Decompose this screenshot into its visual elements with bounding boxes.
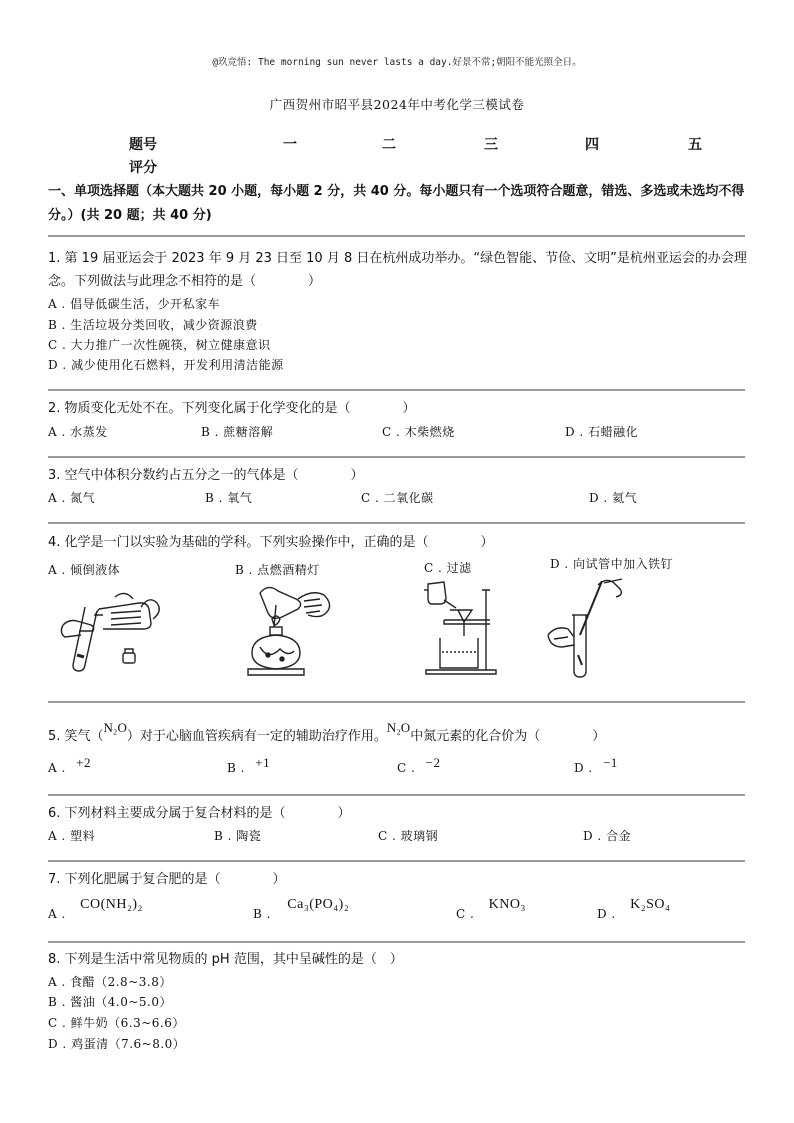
- question-3-option-b[interactable]: B . 氧气: [205, 491, 253, 505]
- question-7-option-c-label: C .: [456, 907, 475, 921]
- question-8-stem: 8. 下列是生活中常见物质的 pH 范围，其中呈碱性的是（ ）: [48, 952, 403, 967]
- score-col-2: 二: [382, 137, 396, 153]
- question-6-option-c[interactable]: C . 玻璃钢: [378, 829, 439, 843]
- section-heading: 一、单项选择题（本大题共 20 小题，每小题 2 分，共 40 分。每小题只有一个选项符合题意，错选、多选或未选均不得分。）(共 20 题；共 40 分): [48, 184, 745, 223]
- question-5-option-c-label: C .: [397, 761, 416, 775]
- question-5-option-c[interactable]: [397, 755, 441, 776]
- question-3-option-c[interactable]: C . 二氧化碳: [361, 491, 434, 505]
- score-col-3: 三: [484, 137, 498, 153]
- question-5-option-b[interactable]: [227, 755, 271, 776]
- score-row-label: 评分: [129, 160, 157, 176]
- question-5-stem-post: 中氮元素的化合价为（ ）: [410, 729, 606, 744]
- question-4-option-c[interactable]: C . 过滤: [424, 561, 472, 575]
- question-7-option-c[interactable]: [456, 897, 526, 923]
- watermark: @玖竞悟: The morning sun never lasts a day.好景不常;朝阳不能光照全日。: [212, 57, 582, 68]
- question-2-option-a[interactable]: A . 水蒸发: [48, 425, 108, 439]
- filtration-figure: [420, 578, 500, 678]
- question-6-stem: 6. 下列材料主要成分属于复合材料的是（ ）: [48, 806, 351, 821]
- separator: [48, 701, 745, 703]
- question-2-option-d[interactable]: D . 石蜡融化: [565, 425, 639, 439]
- question-7-option-b-label: B .: [253, 907, 271, 921]
- question-5-option-a[interactable]: [48, 755, 91, 776]
- separator: [48, 389, 745, 391]
- question-1-option-d[interactable]: D . 减少使用化石燃料，开发利用清洁能源: [48, 358, 284, 372]
- question-6-option-d[interactable]: D . 合金: [583, 829, 632, 843]
- question-4-stem: 4. 化学是一门以实验为基础的学科。下列实验操作中，正确的是（ ）: [48, 535, 494, 550]
- question-5-option-b-value: +1: [255, 755, 271, 770]
- question-2-option-c[interactable]: C . 木柴燃烧: [382, 425, 455, 439]
- question-5-formula-n2o: N₂O: [103, 720, 127, 735]
- separator: [48, 522, 745, 524]
- separator: [48, 456, 745, 458]
- question-8-option-c[interactable]: C . 鲜牛奶（6.3~6.6）: [48, 1016, 185, 1030]
- question-6-option-b[interactable]: B . 陶瓷: [214, 829, 262, 843]
- question-5-option-a-value: +2: [76, 755, 91, 770]
- question-8-option-b[interactable]: B . 酱油（4.0~5.0）: [48, 995, 172, 1009]
- question-7-option-b[interactable]: [253, 897, 350, 923]
- lighting-alcohol-lamp-figure: [238, 583, 338, 681]
- question-2-option-b[interactable]: B . 蔗糖溶解: [201, 425, 274, 439]
- question-7-option-a-formula: CO(NH₂)₂: [80, 897, 143, 912]
- separator: [48, 860, 745, 862]
- question-7-option-c-formula: KNO₃: [488, 897, 526, 912]
- question-5-option-a-label: A .: [48, 761, 66, 775]
- question-7-option-d-formula: K₂SO₄: [630, 897, 671, 912]
- question-7-option-a-label: A .: [48, 907, 66, 921]
- separator: [48, 941, 745, 943]
- question-1-stem: 1. 第 19 届亚运会于 2023 年 9 月 23 日至 10 月 8 日在杭州成功举办。“绿色智能、节俭、文明”是杭州亚运会的办会理念。下列做法与此理念不相符的是（ ）: [48, 251, 747, 289]
- question-5-option-d-label: D .: [574, 761, 593, 775]
- score-col-1: 一: [283, 137, 297, 153]
- question-2-stem: 2. 物质变化无处不在。下列变化属于化学变化的是（ ）: [48, 401, 416, 416]
- score-table-header: [0, 134, 794, 154]
- question-4-option-a[interactable]: A . 倾倒液体: [48, 563, 121, 577]
- score-col-5: 五: [688, 137, 702, 153]
- question-5-stem: [48, 720, 748, 748]
- question-5-option-c-value: −2: [425, 755, 441, 770]
- question-7-stem: 7. 下列化肥属于复合肥的是（ ）: [48, 872, 286, 887]
- question-8-option-d[interactable]: D . 鸡蛋清（7.6~8.0）: [48, 1037, 186, 1051]
- question-5-option-b-label: B .: [227, 761, 245, 775]
- question-7-option-a[interactable]: [48, 897, 143, 923]
- question-4-option-d[interactable]: D . 向试管中加入铁钉: [550, 557, 674, 571]
- separator: [48, 235, 745, 237]
- question-5-stem-mid: ）对于心脑血管疾病有一定的辅助治疗作用。: [126, 729, 387, 744]
- score-header-label: 题号: [129, 137, 157, 153]
- pouring-liquid-figure: [55, 585, 165, 675]
- question-3-stem: 3. 空气中体积分数约占五分之一的气体是（ ）: [48, 468, 364, 483]
- question-5-formula-n2o-2: N₂O: [386, 720, 411, 735]
- question-5-option-d[interactable]: [574, 755, 618, 776]
- adding-iron-nail-figure: [544, 575, 634, 680]
- score-col-4: 四: [585, 137, 599, 153]
- separator: [48, 794, 745, 796]
- question-1-option-c[interactable]: C . 大力推广一次性碗筷，树立健康意识: [48, 338, 271, 352]
- question-8-option-a[interactable]: A . 食醋（2.8~3.8）: [48, 975, 172, 989]
- question-4-option-b[interactable]: B . 点燃酒精灯: [235, 563, 320, 577]
- question-5-stem-pre: 5. 笑气（: [48, 729, 104, 744]
- question-5-option-d-value: −1: [603, 755, 618, 770]
- question-1-option-b[interactable]: B . 生活垃圾分类回收，减少资源浪费: [48, 318, 258, 332]
- question-7-option-d-label: D .: [597, 907, 616, 921]
- question-1-option-a[interactable]: A . 倡导低碳生活，少开私家车: [48, 297, 221, 311]
- question-3-option-d[interactable]: D . 氦气: [589, 491, 638, 505]
- question-7-option-b-formula: Ca₃(PO₄)₂: [287, 897, 350, 912]
- question-6-option-a[interactable]: A . 塑料: [48, 829, 96, 843]
- question-7-option-d[interactable]: [597, 897, 671, 923]
- question-3-option-a[interactable]: A . 氮气: [48, 491, 96, 505]
- page-title: 广西贺州市昭平县2024年中考化学三模试卷: [269, 97, 525, 112]
